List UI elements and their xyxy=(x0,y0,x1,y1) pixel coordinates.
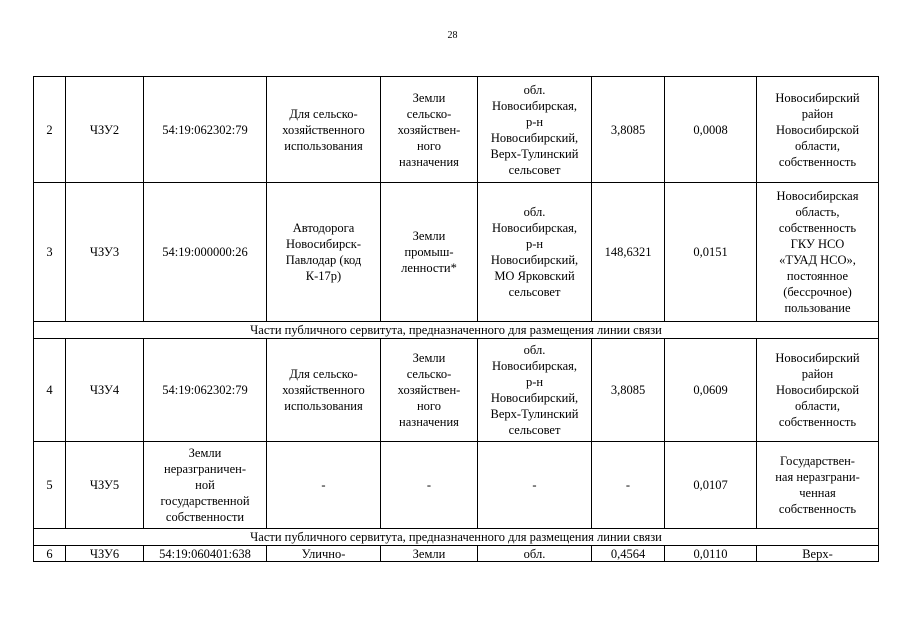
area-total: 0,4564 xyxy=(592,546,665,562)
part-code: ЧЗУ2 xyxy=(66,77,144,183)
row-number: 4 xyxy=(34,339,66,442)
ownership: Новосибирская область, собственность ГКУ НСО «ТУАД НСО», постоянное (бессрочное) пользование xyxy=(757,183,879,322)
area-part: 0,0609 xyxy=(665,339,757,442)
land-category: Земли сельско- хозяйствен- ного назначения xyxy=(381,77,478,183)
row-number: 5 xyxy=(34,442,66,529)
permitted-use: - xyxy=(267,442,381,529)
address: обл. Новосибирская, р-н Новосибирский, Верх-Тулинский сельсовет xyxy=(478,77,592,183)
area-total: 3,8085 xyxy=(592,339,665,442)
ownership: Государствен- ная неразграни- ченная собственность xyxy=(757,442,879,529)
area-total: 3,8085 xyxy=(592,77,665,183)
permitted-use: Автодорога Новосибирск- Павлодар (код К-17р) xyxy=(267,183,381,322)
table-row xyxy=(34,339,879,442)
land-category: Земли xyxy=(381,546,478,562)
permitted-use: Для сельско- хозяйственного использования xyxy=(267,77,381,183)
table-row xyxy=(34,546,879,562)
area-part: 0,0107 xyxy=(665,442,757,529)
address: обл. xyxy=(478,546,592,562)
section-row xyxy=(34,529,879,546)
ownership: Новосибирский район Новосибирской области, собственность xyxy=(757,77,879,183)
permitted-use: Для сельско- хозяйственного использования xyxy=(267,339,381,442)
cadastral-number: Земли неразграничен- ной государственной собственности xyxy=(144,442,267,529)
part-code: ЧЗУ3 xyxy=(66,183,144,322)
ownership: Новосибирский район Новосибирской области, собственность xyxy=(757,339,879,442)
part-code: ЧЗУ6 xyxy=(66,546,144,562)
table-row xyxy=(34,183,879,322)
area-total: 148,6321 xyxy=(592,183,665,322)
table-row xyxy=(34,442,879,529)
land-category: Земли сельско- хозяйствен- ного назначения xyxy=(381,339,478,442)
land-parcels-table xyxy=(33,76,879,562)
land-category: - xyxy=(381,442,478,529)
cadastral-number: 54:19:062302:79 xyxy=(144,339,267,442)
permitted-use: Улично- xyxy=(267,546,381,562)
part-code: ЧЗУ4 xyxy=(66,339,144,442)
cadastral-number: 54:19:000000:26 xyxy=(144,183,267,322)
section-heading: Части публичного сервитута, предназначенного для размещения линии связи xyxy=(34,529,879,546)
area-part: 0,0008 xyxy=(665,77,757,183)
area-total: - xyxy=(592,442,665,529)
address: - xyxy=(478,442,592,529)
table-row xyxy=(34,77,879,183)
area-part: 0,0151 xyxy=(665,183,757,322)
land-category: Земли промыш- ленности* xyxy=(381,183,478,322)
ownership: Верх- xyxy=(757,546,879,562)
section-heading: Части публичного сервитута, предназначенного для размещения линии связи xyxy=(34,322,879,339)
row-number: 6 xyxy=(34,546,66,562)
address: обл. Новосибирская, р-н Новосибирский, Верх-Тулинский сельсовет xyxy=(478,339,592,442)
part-code: ЧЗУ5 xyxy=(66,442,144,529)
address: обл. Новосибирская, р-н Новосибирский, МО Ярковский сельсовет xyxy=(478,183,592,322)
cadastral-number: 54:19:060401:638 xyxy=(144,546,267,562)
cadastral-number: 54:19:062302:79 xyxy=(144,77,267,183)
row-number: 3 xyxy=(34,183,66,322)
section-row xyxy=(34,322,879,339)
row-number: 2 xyxy=(34,77,66,183)
area-part: 0,0110 xyxy=(665,546,757,562)
page-number: 28 xyxy=(447,30,458,41)
